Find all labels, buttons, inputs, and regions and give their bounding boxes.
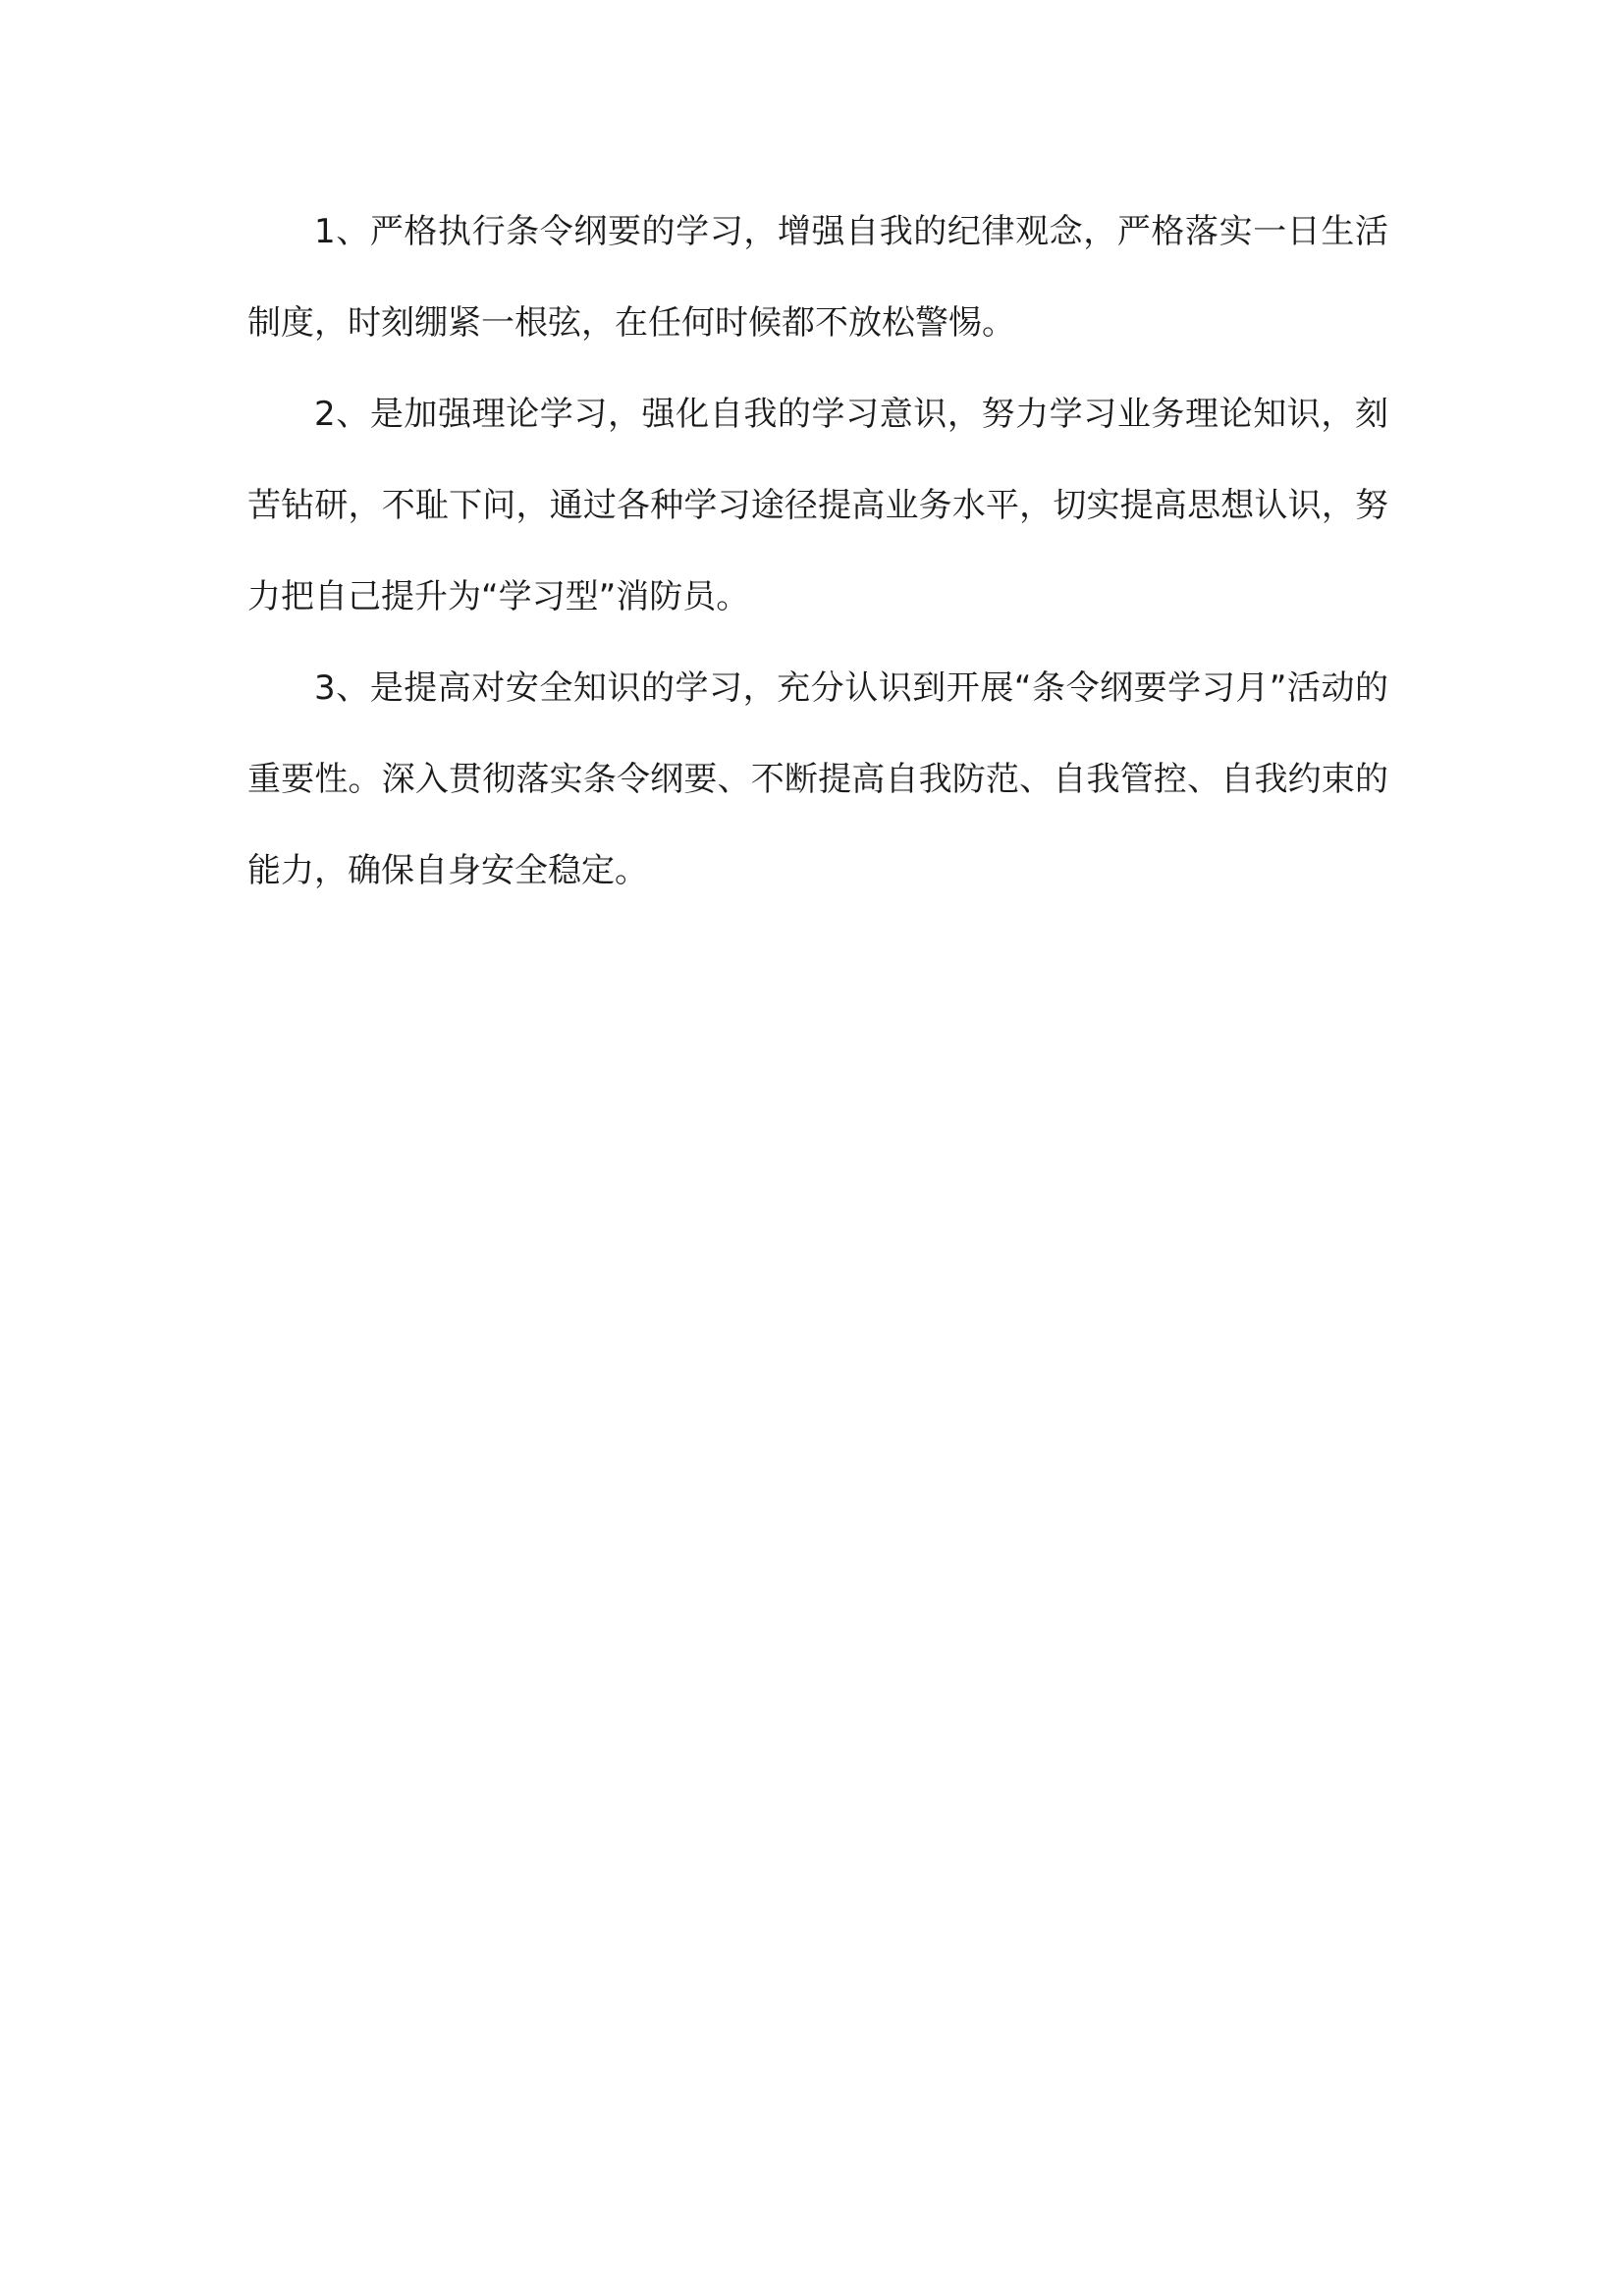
paragraph-1: 1、严格执行条令纲要的学习，增强自我的纪律观念，严格落实一日生活制度，时刻绷紧一根弦，在任何时候都不放松警惕。 [247,212,1388,343]
paragraph-2: 2、是加强理论学习，强化自我的学习意识，努力学习业务理论知识，刻苦钻研，不耻下问，通过各种学习途径提高业务水平，切实提高思想认识，努力把自己提升为“学习型”消防员。 [247,395,1388,616]
document-body [247,187,1388,917]
paragraph-3: 3、是提高对安全知识的学习，充分认识到开展“条令纲要学习月”活动的重要性。深入贯彻落实条令纲要、不断提高自我防范、自我管控、自我约束的能力，确保自身安全稳定。 [247,668,1388,890]
